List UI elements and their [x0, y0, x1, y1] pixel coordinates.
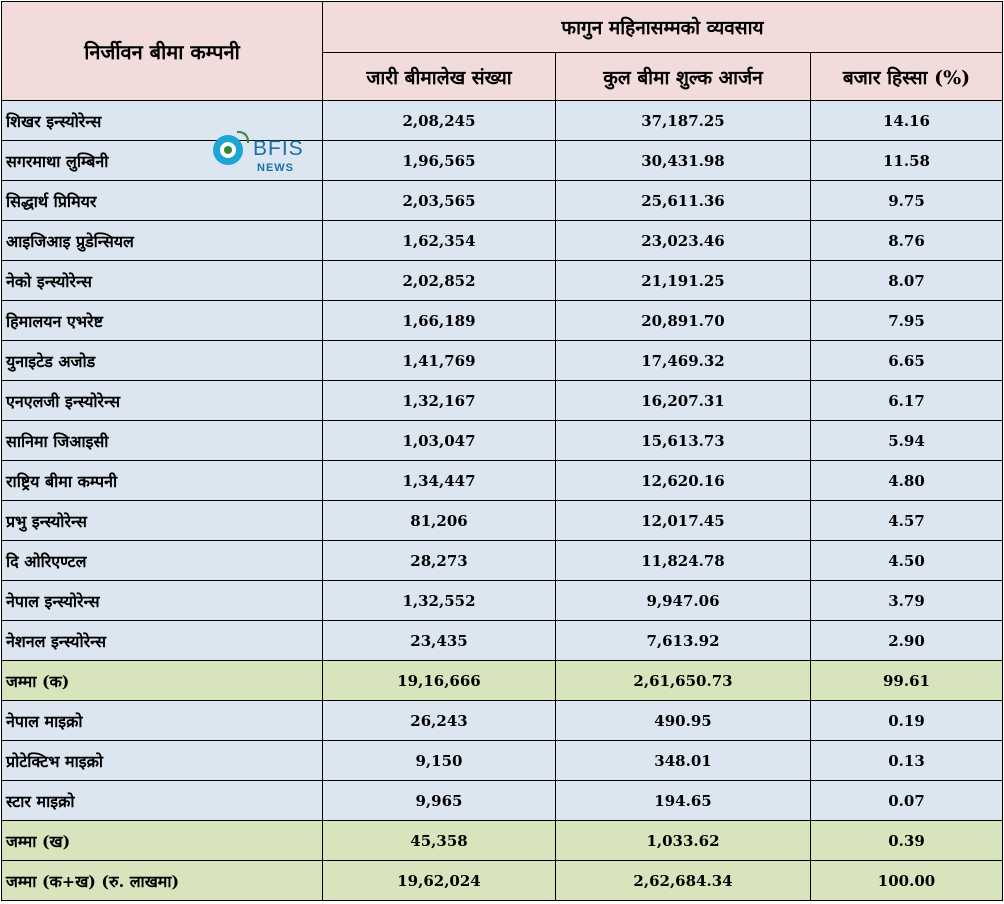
- policies-cell: 19,16,666: [323, 661, 556, 701]
- company-name-cell: युनाइटेड अजोड: [2, 341, 323, 381]
- company-name-cell: जम्मा (क+ख) (रु. लाखमा): [2, 861, 323, 901]
- premium-cell: 490.95: [556, 701, 811, 741]
- share-cell: 0.13: [811, 741, 1003, 781]
- policies-column-header: जारी बीमालेख संख्या: [323, 53, 556, 101]
- insurance-business-table: [1, 1, 1003, 901]
- premium-cell: 15,613.73: [556, 421, 811, 461]
- policies-cell: 9,965: [323, 781, 556, 821]
- share-cell: 8.07: [811, 261, 1003, 301]
- grand-total-row: [2, 861, 1003, 901]
- table-row: [2, 301, 1003, 341]
- company-name-cell: जम्मा (ख): [2, 821, 323, 861]
- company-name-cell: नेको इन्स्योरेन्स: [2, 261, 323, 301]
- policies-cell: 2,03,565: [323, 181, 556, 221]
- share-column-header: बजार हिस्सा (%): [811, 53, 1003, 101]
- company-name-cell: राष्ट्रिय बीमा कम्पनी: [2, 461, 323, 501]
- share-cell: 6.65: [811, 341, 1003, 381]
- premium-cell: 12,620.16: [556, 461, 811, 501]
- policies-cell: 1,66,189: [323, 301, 556, 341]
- signal-arc-icon: [237, 131, 249, 143]
- company-name-cell: स्टार माइक्रो: [2, 781, 323, 821]
- company-name-cell: प्रभु इन्स्योरेन्स: [2, 501, 323, 541]
- table-row: [2, 141, 1003, 181]
- table-row: [2, 421, 1003, 461]
- share-cell: 100.00: [811, 861, 1003, 901]
- policies-cell: 2,08,245: [323, 101, 556, 141]
- company-name-cell: हिमालयन एभरेष्ट: [2, 301, 323, 341]
- table-row: [2, 741, 1003, 781]
- policies-cell: 1,62,354: [323, 221, 556, 261]
- table-row: [2, 341, 1003, 381]
- policies-cell: 2,02,852: [323, 261, 556, 301]
- table-row: [2, 101, 1003, 141]
- company-column-header: निर्जीवन बीमा कम्पनी: [2, 2, 323, 101]
- policies-cell: 26,243: [323, 701, 556, 741]
- logo-text-news: NEWS: [257, 162, 294, 174]
- share-cell: 14.16: [811, 101, 1003, 141]
- share-cell: 6.17: [811, 381, 1003, 421]
- premium-cell: 7,613.92: [556, 621, 811, 661]
- company-name-cell: दि ओरिएण्टल: [2, 541, 323, 581]
- company-name-cell: प्रोटेक्टिभ माइक्रो: [2, 741, 323, 781]
- policies-cell: 1,96,565: [323, 141, 556, 181]
- premium-cell: 37,187.25: [556, 101, 811, 141]
- premium-cell: 12,017.45: [556, 501, 811, 541]
- policies-cell: 19,62,024: [323, 861, 556, 901]
- table-row: [2, 621, 1003, 661]
- table-row: [2, 221, 1003, 261]
- company-name-cell: नेपाल माइक्रो: [2, 701, 323, 741]
- premium-cell: 194.65: [556, 781, 811, 821]
- company-name-cell: सगरमाथा लुम्बिनी: [2, 141, 323, 181]
- table-row: [2, 381, 1003, 421]
- table-row: [2, 261, 1003, 301]
- table-row: [2, 701, 1003, 741]
- premium-cell: 17,469.32: [556, 341, 811, 381]
- premium-cell: 11,824.78: [556, 541, 811, 581]
- policies-cell: 1,03,047: [323, 421, 556, 461]
- share-cell: 0.19: [811, 701, 1003, 741]
- subtotal-row-b: [2, 821, 1003, 861]
- group-title: फागुन महिनासम्मको व्यवसाय: [323, 2, 1003, 53]
- bfis-news-logo: [207, 131, 317, 183]
- table-row: [2, 541, 1003, 581]
- premium-cell: 30,431.98: [556, 141, 811, 181]
- share-cell: 8.76: [811, 221, 1003, 261]
- premium-cell: 23,023.46: [556, 221, 811, 261]
- policies-cell: 45,358: [323, 821, 556, 861]
- logo-text-bfis: BFIS: [253, 137, 304, 160]
- share-cell: 4.80: [811, 461, 1003, 501]
- share-cell: 3.79: [811, 581, 1003, 621]
- premium-cell: 1,033.62: [556, 821, 811, 861]
- policies-cell: 1,32,552: [323, 581, 556, 621]
- company-name-cell: जम्मा (क): [2, 661, 323, 701]
- share-cell: 0.39: [811, 821, 1003, 861]
- company-name-cell: आइजिआइ प्रुडेन्सियल: [2, 221, 323, 261]
- policies-cell: 28,273: [323, 541, 556, 581]
- company-name-cell: सानिमा जिआइसी: [2, 421, 323, 461]
- table-body: [2, 101, 1003, 901]
- table-row: [2, 461, 1003, 501]
- table-row: [2, 501, 1003, 541]
- premium-cell: 21,191.25: [556, 261, 811, 301]
- policies-cell: 1,34,447: [323, 461, 556, 501]
- table-row: [2, 581, 1003, 621]
- share-cell: 0.07: [811, 781, 1003, 821]
- policies-cell: 23,435: [323, 621, 556, 661]
- subtotal-row-a: [2, 661, 1003, 701]
- company-name-cell: नेशनल इन्स्योरेन्स: [2, 621, 323, 661]
- table-row: [2, 181, 1003, 221]
- share-cell: 4.57: [811, 501, 1003, 541]
- company-name-cell: नेपाल इन्स्योरेन्स: [2, 581, 323, 621]
- company-name-cell: शिखर इन्स्योरेन्स: [2, 101, 323, 141]
- premium-cell: 9,947.06: [556, 581, 811, 621]
- table-row: [2, 781, 1003, 821]
- premium-cell: 2,62,684.34: [556, 861, 811, 901]
- premium-cell: 20,891.70: [556, 301, 811, 341]
- premium-column-header: कुल बीमा शुल्क आर्जन: [556, 53, 811, 101]
- policies-cell: 81,206: [323, 501, 556, 541]
- policies-cell: 1,32,167: [323, 381, 556, 421]
- premium-cell: 25,611.36: [556, 181, 811, 221]
- premium-cell: 348.01: [556, 741, 811, 781]
- company-name-cell: एनएलजी इन्स्योरेन्स: [2, 381, 323, 421]
- premium-cell: 16,207.31: [556, 381, 811, 421]
- company-name-cell: सिद्धार्थ प्रिमियर: [2, 181, 323, 221]
- share-cell: 2.90: [811, 621, 1003, 661]
- share-cell: 7.95: [811, 301, 1003, 341]
- share-cell: 5.94: [811, 421, 1003, 461]
- policies-cell: 9,150: [323, 741, 556, 781]
- share-cell: 99.61: [811, 661, 1003, 701]
- share-cell: 11.58: [811, 141, 1003, 181]
- premium-cell: 2,61,650.73: [556, 661, 811, 701]
- share-cell: 4.50: [811, 541, 1003, 581]
- share-cell: 9.75: [811, 181, 1003, 221]
- policies-cell: 1,41,769: [323, 341, 556, 381]
